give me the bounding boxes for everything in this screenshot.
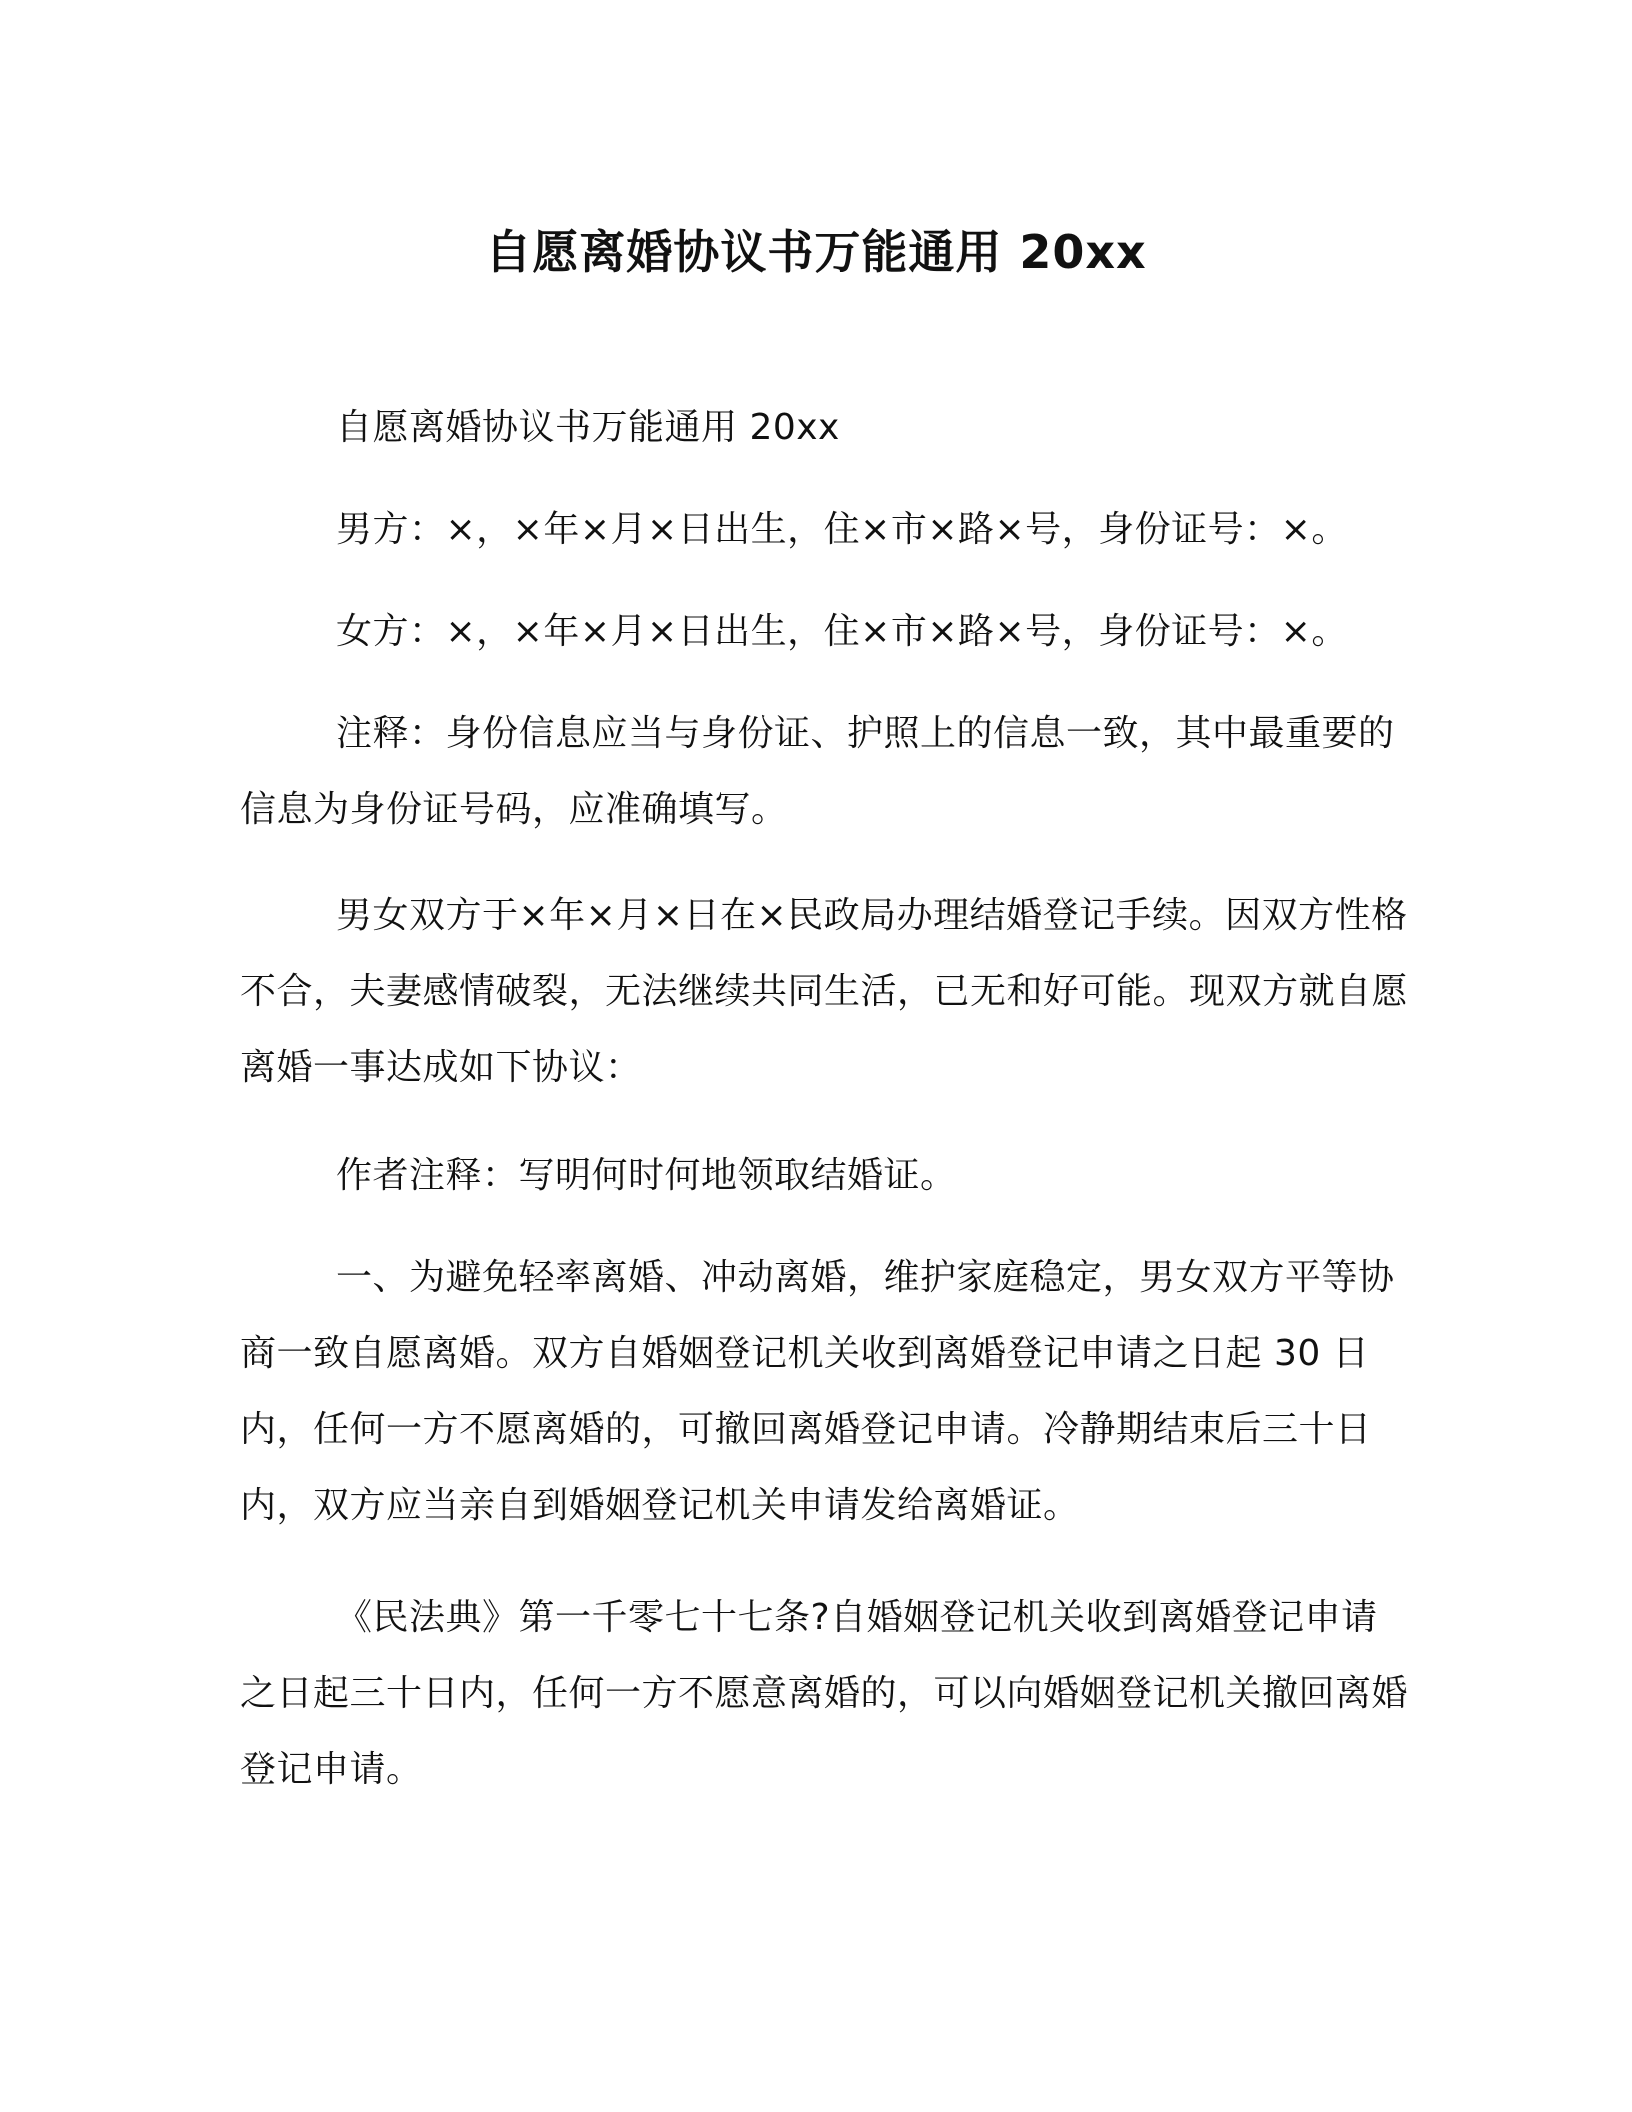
- paragraph-male-party: 男方：×，×年×月×日出生，住×市×路×号，身份证号：×。: [336, 509, 1348, 550]
- paragraph-civil-code-citation: 《民法典》第一千零七十七条?自婚姻登记机关收到离婚登记申请之日起三十日内，任何一方不愿意离婚的，可以向婚姻登记机关撤回离婚登记申请。: [240, 1597, 1409, 1790]
- paragraph-subtitle: 自愿离婚协议书万能通用 20xx: [336, 407, 840, 448]
- paragraph-identity-note: 注释：身份信息应当与身份证、护照上的信息一致，其中最重要的信息为身份证号码，应准确填写。: [240, 713, 1395, 830]
- document-title: 自愿离婚协议书万能通用 20xx: [485, 225, 1147, 279]
- paragraph-marriage-background: 男女双方于×年×月×日在×民政局办理结婚登记手续。因双方性格不合，夫妻感情破裂，无法继续共同生活，已无和好可能。现双方就自愿离婚一事达成如下协议：: [240, 895, 1409, 1088]
- paragraph-author-note: 作者注释：写明何时何地领取结婚证。: [336, 1155, 957, 1196]
- paragraph-female-party: 女方：×，×年×月×日出生，住×市×路×号，身份证号：×。: [336, 611, 1348, 652]
- paragraph-clause-one: 一、为避免轻率离婚、冲动离婚，维护家庭稳定，男女双方平等协商一致自愿离婚。双方自婚姻登记机关收到离婚登记申请之日起 30 日内，任何一方不愿离婚的，可撤回离婚登记申请。冷静期结束后三十日内，双方应当亲自到婚姻登记机关申请发给离婚证。: [240, 1257, 1395, 1526]
